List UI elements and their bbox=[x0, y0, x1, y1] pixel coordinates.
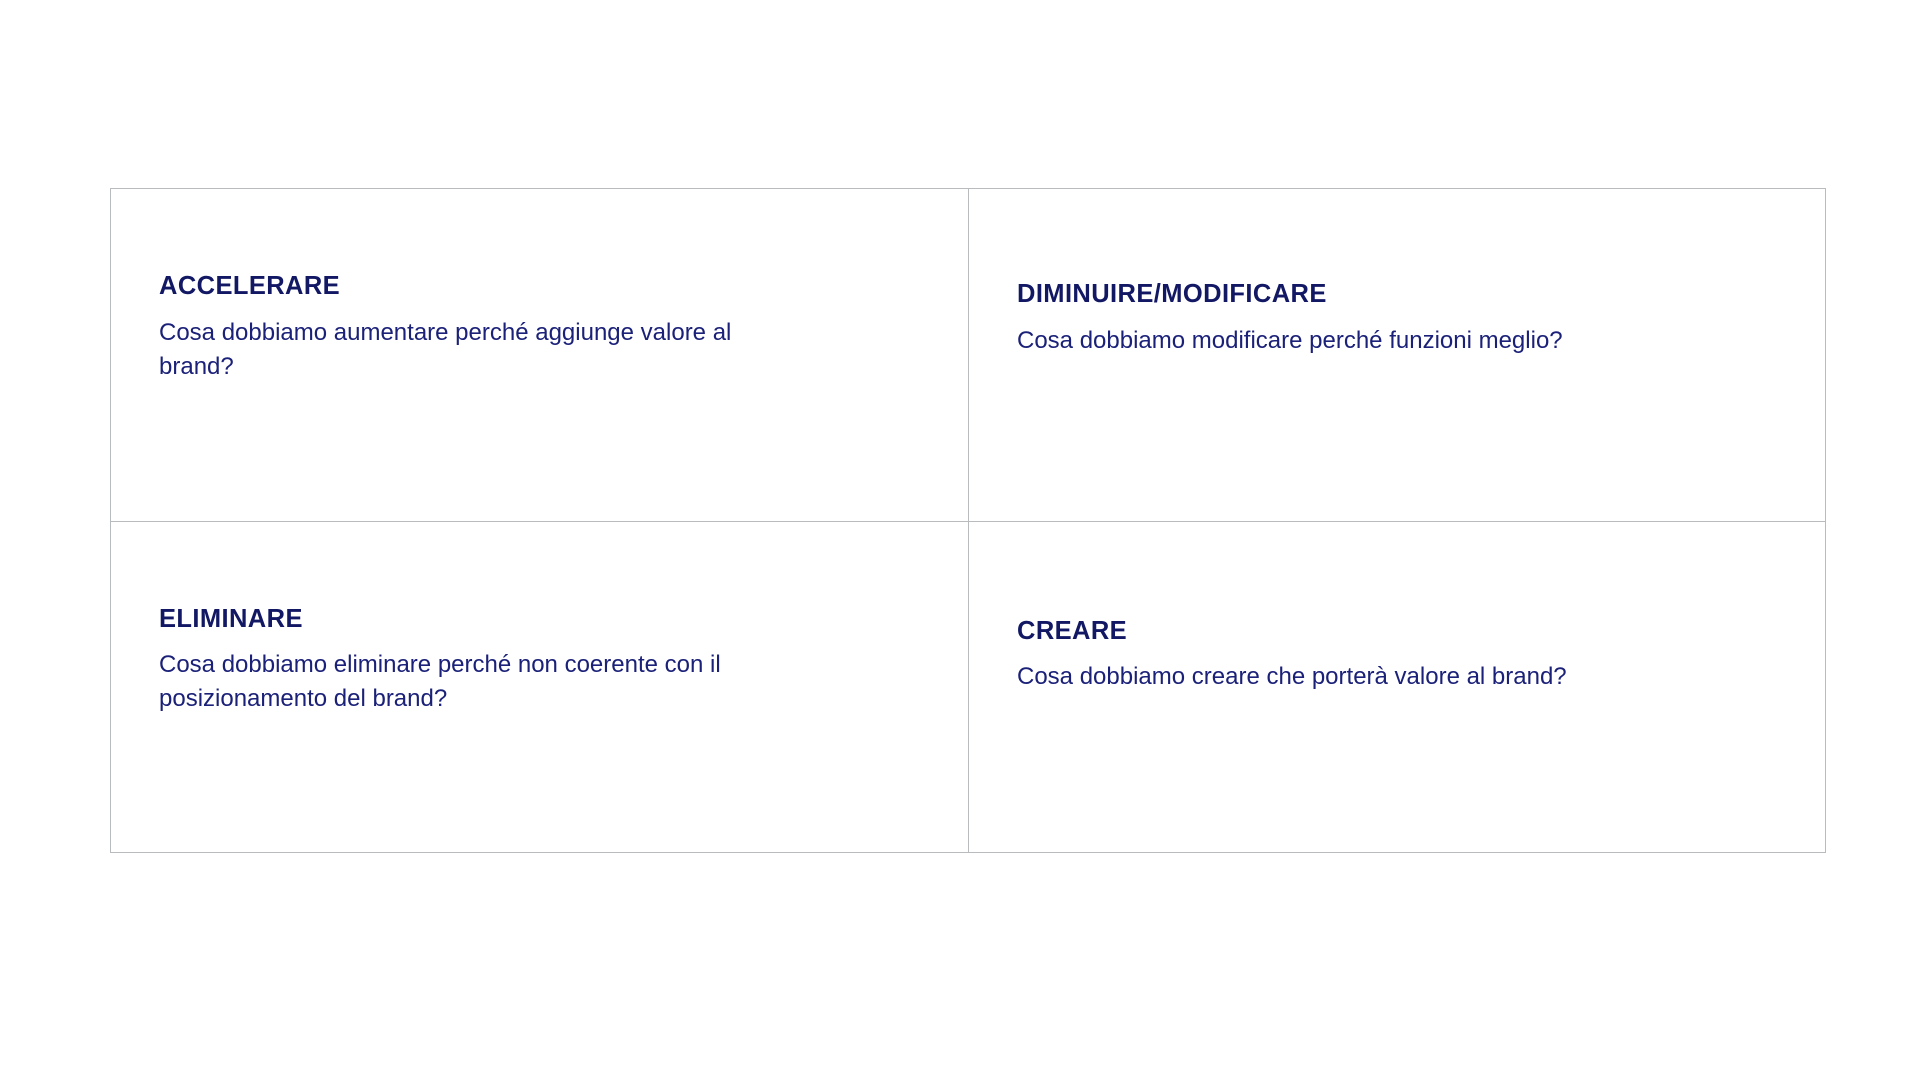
quadrant-title-diminuire-modificare: DIMINUIRE/MODIFICARE bbox=[1017, 280, 1327, 308]
quadrant-question-eliminare: Cosa dobbiamo eliminare perché non coerente con il posizionamento del brand? bbox=[159, 651, 721, 713]
quadrant-accelerare bbox=[111, 189, 968, 521]
quadrant-question-creare: Cosa dobbiamo creare che porterà valore al brand? bbox=[1017, 663, 1567, 691]
quadrant-title-eliminare: ELIMINARE bbox=[159, 604, 303, 633]
quadrant-question-diminuire-modificare: Cosa dobbiamo modificare perché funzioni meglio? bbox=[1017, 326, 1563, 354]
quadrant-title-accelerare: ACCELERARE bbox=[159, 272, 341, 300]
quadrant-creare bbox=[968, 521, 1825, 853]
quadrant-eliminare bbox=[111, 521, 968, 853]
quadrant-diminuire-modificare bbox=[968, 189, 1825, 521]
quadrant-question-accelerare: Cosa dobbiamo aumentare perché aggiunge valore al brand? bbox=[159, 318, 732, 380]
quadrant-matrix bbox=[110, 188, 1826, 853]
quadrant-title-creare: CREARE bbox=[1017, 616, 1128, 645]
